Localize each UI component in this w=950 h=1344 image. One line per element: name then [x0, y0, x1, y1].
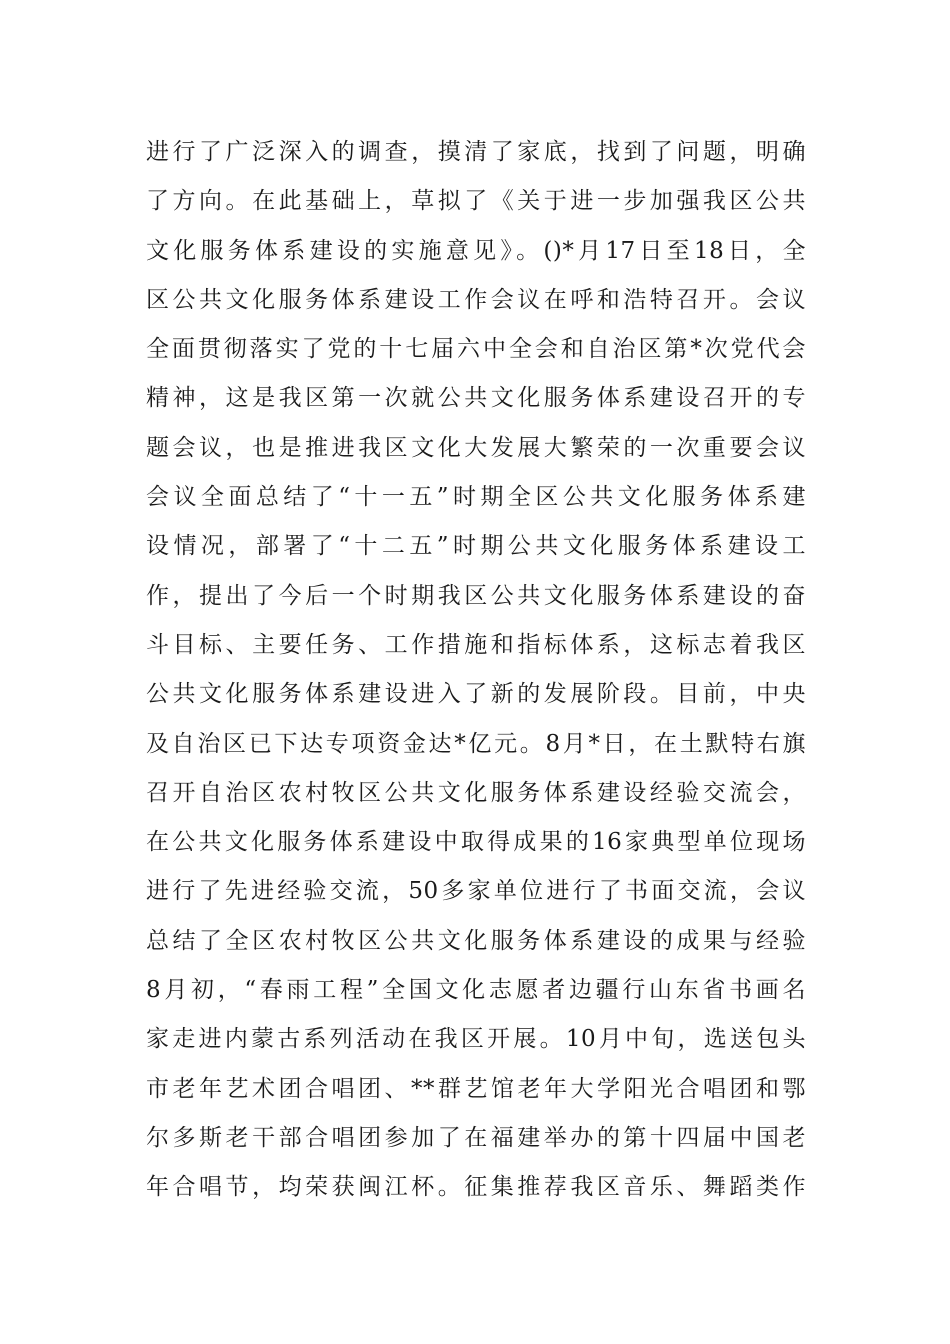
text-line: 市老年艺术团合唱团、**群艺馆老年大学阳光合唱团和鄂: [146, 1075, 806, 1102]
text-line: 公共文化服务体系建设进入了新的发展阶段。目前，中央: [146, 681, 806, 708]
text-line: 会议全面总结了“十一五”时期全区公共文化服务体系建: [146, 484, 806, 511]
text-line: 家走进内蒙古系列活动在我区开展。10月中旬，选送包头: [146, 1026, 806, 1053]
text-line: 精神，这是我区第一次就公共文化服务体系建设召开的专: [146, 385, 806, 412]
text-line: 区公共文化服务体系建设工作会议在呼和浩特召开。会议: [146, 286, 806, 313]
text-line: 设情况，部署了“十二五”时期公共文化服务体系建设工: [146, 533, 806, 560]
text-line: 题会议，也是推进我区文化大发展大繁荣的一次重要会议: [146, 434, 806, 461]
text-line: 及自治区已下达专项资金达*亿元。8月*日，在土默特右旗: [146, 730, 806, 757]
text-line: 年合唱节，均荣获闽江杯。征集推荐我区音乐、舞蹈类作: [146, 1174, 806, 1201]
text-line: 进行了广泛深入的调查，摸清了家底，找到了问题，明确: [146, 139, 806, 165]
text-line: 召开自治区农村牧区公共文化服务体系建设经验交流会，: [146, 779, 806, 806]
text-line: 全面贯彻落实了党的十七届六中全会和自治区第*次党代会: [146, 336, 806, 363]
text-line: 斗目标、主要任务、工作措施和指标体系，这标志着我区: [146, 631, 806, 658]
body-paragraph: [146, 128, 806, 1213]
text-line: 作，提出了今后一个时期我区公共文化服务体系建设的奋: [146, 582, 806, 609]
text-line: 8月初，“春雨工程”全国文化志愿者边疆行山东省书画名: [146, 977, 806, 1004]
text-line: 文化服务体系建设的实施意见》。()*月17日至18日，全: [146, 237, 806, 264]
text-line: 了方向。在此基础上，草拟了《关于进一步加强我区公共: [146, 188, 806, 215]
text-line: 在公共文化服务体系建设中取得成果的16家典型单位现场: [146, 829, 806, 856]
text-line: 尔多斯老干部合唱团参加了在福建举办的第十四届中国老: [146, 1124, 806, 1151]
text-line: 进行了先进经验交流，50多家单位进行了书面交流，会议: [146, 878, 806, 905]
text-line: 总结了全区农村牧区公共文化服务体系建设的成果与经验: [146, 927, 806, 954]
